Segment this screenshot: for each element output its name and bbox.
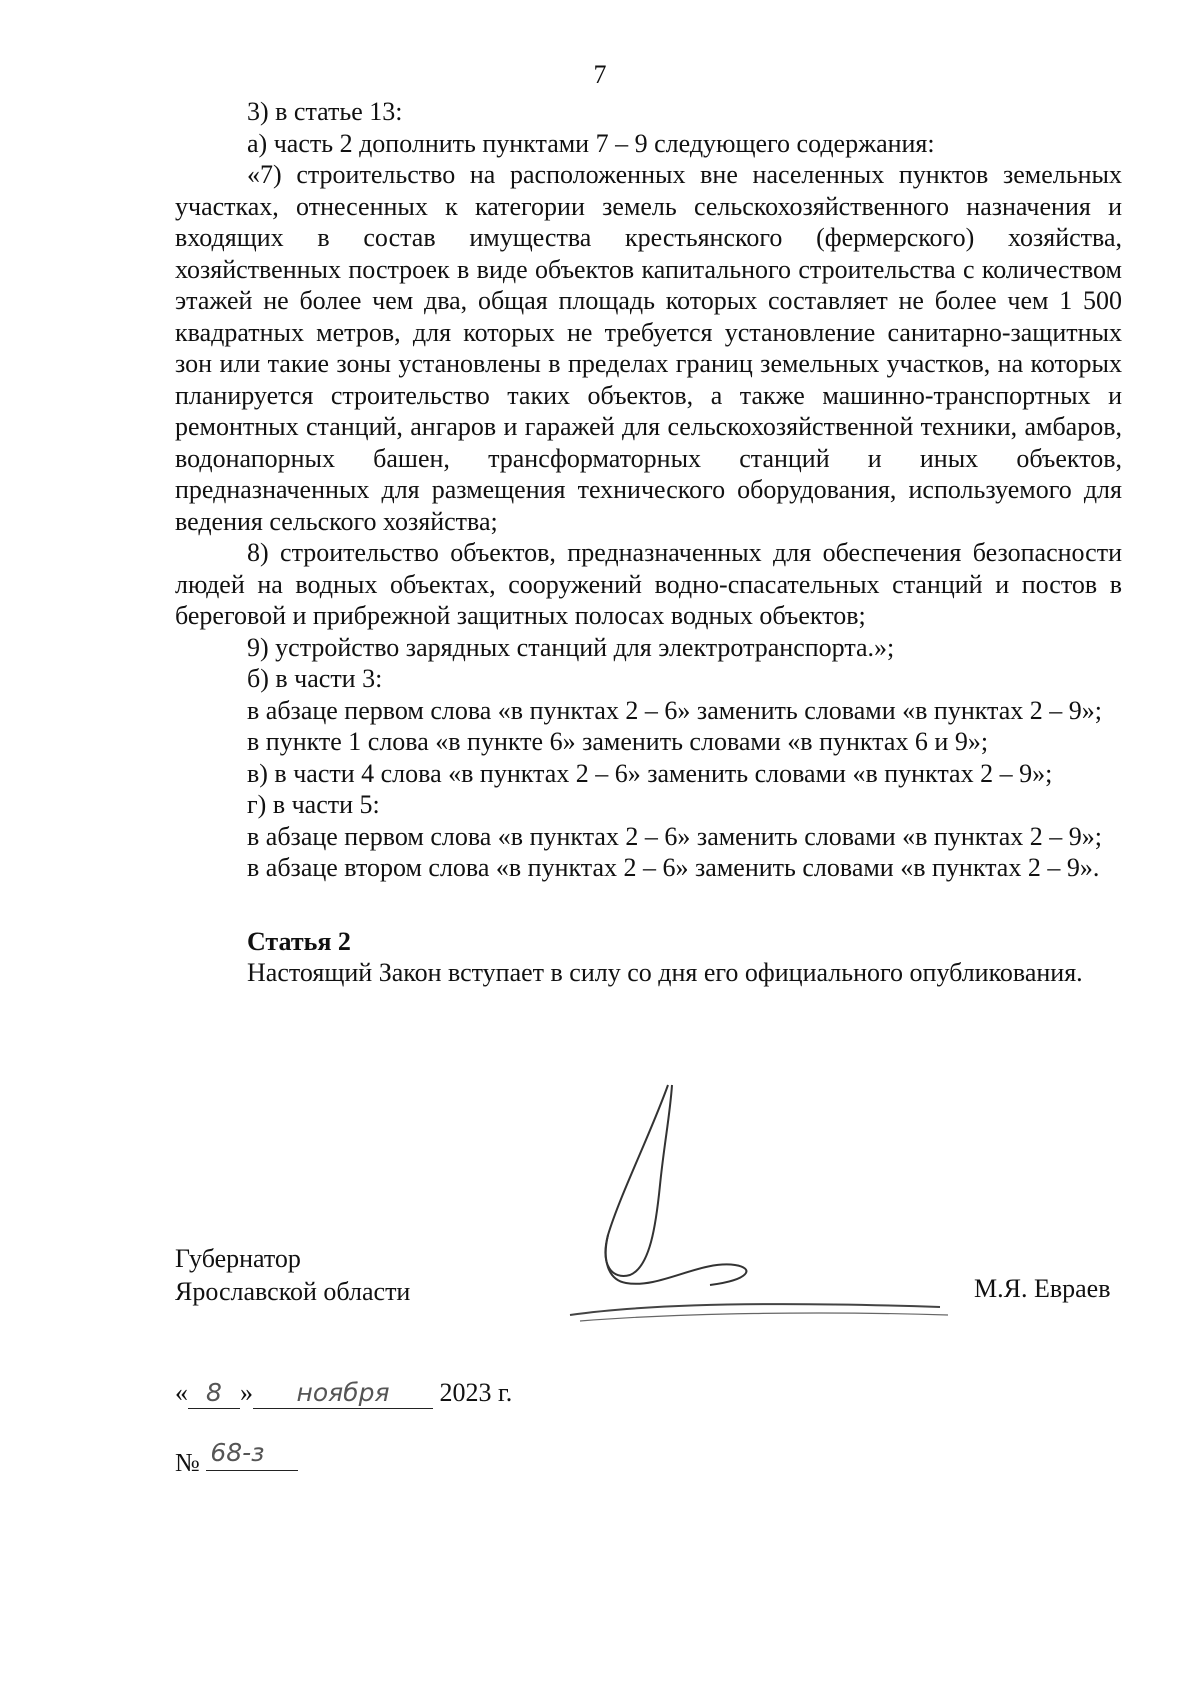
signatory-title xyxy=(175,1242,410,1308)
signature-mark xyxy=(560,1075,960,1340)
number-value: 68-з xyxy=(210,1438,265,1467)
paragraph-part4: в) в части 4 слова «в пунктах 2 – 6» заменить словами «в пунктах 2 – 9»; xyxy=(247,758,1053,788)
article-text: Настоящий Закон вступает в силу со дня его официального опубликования. xyxy=(247,958,1083,987)
date-month: ноября xyxy=(296,1378,390,1407)
paragraph-item8: 8) строительство объектов, предназначенных для обеспечения безопасности людей на водных объектах, сооружений водно-спасательных станций и постов в береговой и прибрежной защитных полосах водных объектов; xyxy=(175,538,1122,630)
date-month-field xyxy=(253,1378,433,1409)
paragraph-article13: 3) в статье 13: xyxy=(247,97,403,126)
signatory-name: М.Я. Евраев xyxy=(974,1274,1111,1303)
date-open-quote: « xyxy=(175,1378,188,1407)
number-prefix: № xyxy=(175,1448,200,1477)
paragraph-part5-abzac1: в абзаце первом слова «в пунктах 2 – 6» заменить словами «в пунктах 2 – 9»; xyxy=(247,821,1102,851)
document-body xyxy=(175,96,1122,989)
signatory-title-line1: Губернатор xyxy=(175,1244,301,1273)
paragraph-part3: б) в части 3: xyxy=(247,664,383,693)
article-title: Статья 2 xyxy=(247,926,351,956)
number-field xyxy=(206,1438,298,1471)
date-line xyxy=(175,1378,512,1409)
paragraph-part2: а) часть 2 дополнить пунктами 7 – 9 следующего содержания: xyxy=(247,128,935,158)
paragraph-item9: 9) устройство зарядных станций для электротранспорта.»; xyxy=(247,632,895,662)
signatory-title-line2: Ярославской области xyxy=(175,1277,411,1306)
paragraph-part5-abzac2: в абзаце втором слова «в пунктах 2 – 6» заменить словами «в пунктах 2 – 9». xyxy=(247,853,1100,882)
date-year: 2023 г. xyxy=(439,1378,513,1407)
paragraph-item7: «7) строительство на расположенных вне населенных пунктов земельных участках, отнесенных к категории земель сельскохозяйственного назначения и входящих в состав имущества крестьянского (фермерского) хозяйства, хозяйственных построек в виде объектов капитального строительства с количеством этажей не более чем два, общая площадь которых составляет не более чем 1 500 квадратных метров, для которых не требуется установление санитарно-защитных зон или такие зоны установлены в пределах границ земельных участков, на которых планируется строительство таких объектов, а также машинно-транспортных и ремонтных станций, ангаров и гаражей для сельскохозяйственной техники, амбаров, водонапорных башен, трансформаторных станций и иных объектов, предназначенных для размещения технического оборудования, используемого для ведения сельского хозяйства; xyxy=(175,160,1122,536)
date-day: 8 xyxy=(206,1378,222,1407)
paragraph-part3-punkt1: в пункте 1 слова «в пункте 6» заменить словами «в пунктах 6 и 9»; xyxy=(247,727,989,756)
date-day-field xyxy=(188,1378,240,1409)
paragraph-part5: г) в части 5: xyxy=(247,790,380,819)
page-number: 7 xyxy=(593,60,607,89)
paragraph-part3-abzac1: в абзаце первом слова «в пунктах 2 – 6» заменить словами «в пунктах 2 – 9»; xyxy=(247,695,1102,725)
number-line xyxy=(175,1438,298,1478)
date-close-quote: » xyxy=(240,1378,253,1407)
